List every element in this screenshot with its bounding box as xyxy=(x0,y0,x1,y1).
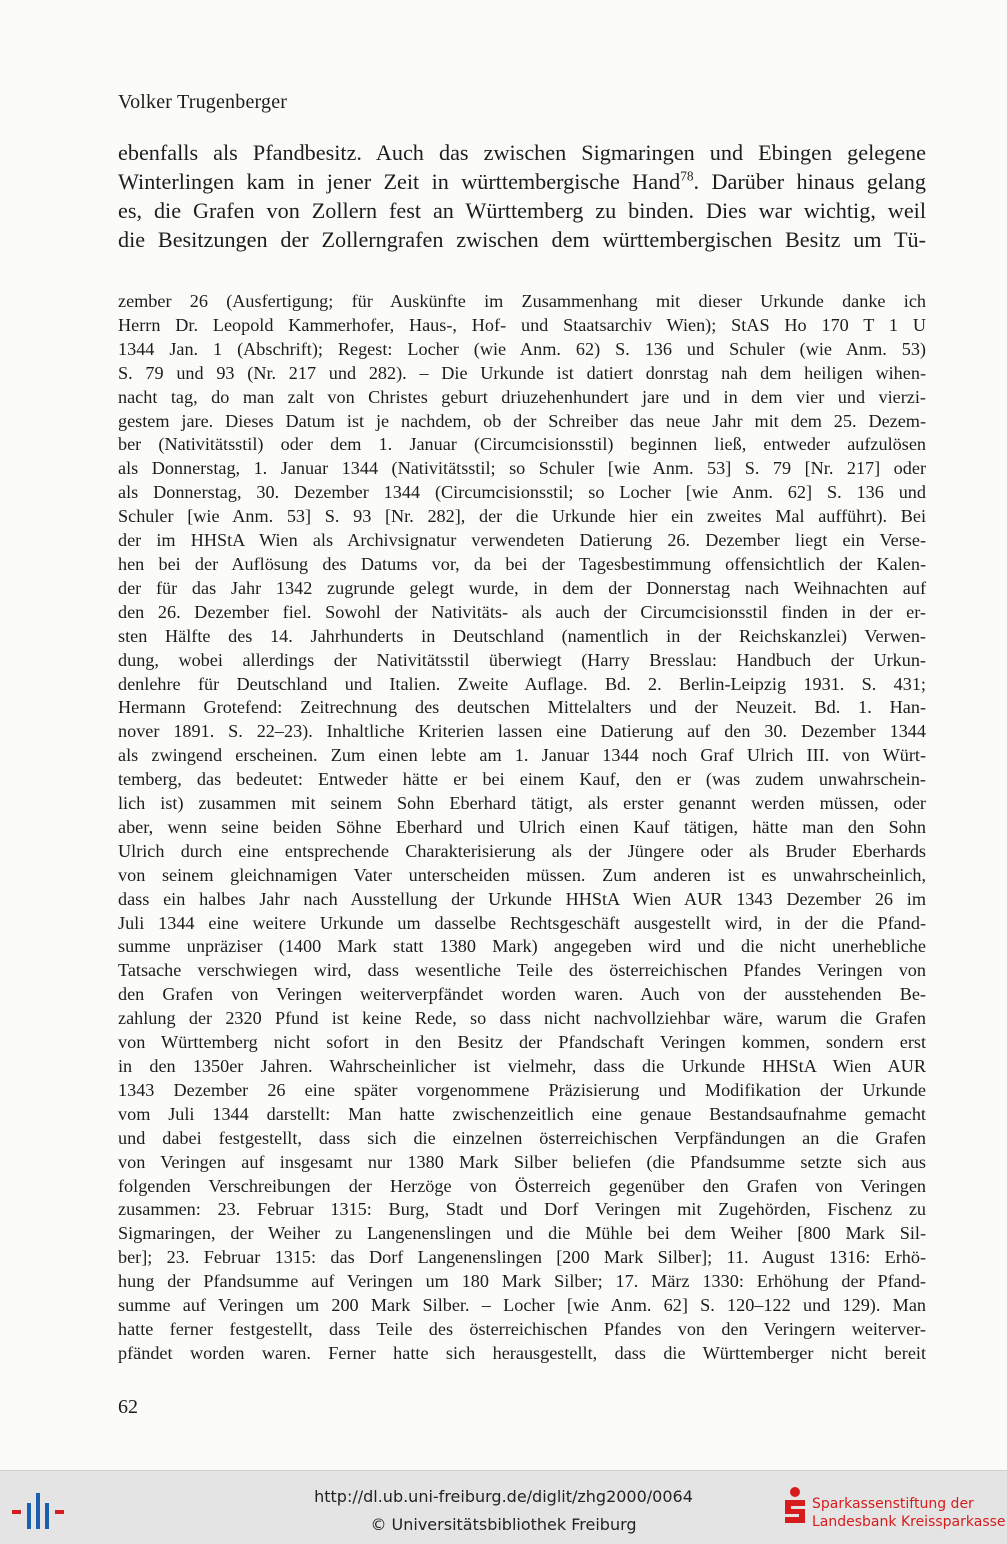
footnote-line: Juli 1344 eine weitere Urkunde um dasselbe Rechtsgeschäft ausgestellt wird, in der die Pfand- xyxy=(118,912,926,933)
footnote-line: von Veringen auf insgesamt nur 1380 Mark Silber beliefen (die Pfandsumme setzte sich aus xyxy=(118,1151,926,1172)
footnote-line: 1344 Jan. 1 (Abschrift); Regest: Locher (wie Anm. 62) S. 136 und Schuler (wie Anm. 53) xyxy=(118,338,926,359)
main-text-line: die Besitzungen der Zollerngrafen zwischen dem württembergischen Besitz um Tü- xyxy=(118,227,926,252)
footnote-line: in den 1350er Jahren. Wahrscheinlicher ist vielmehr, dass die Urkunde HHStA Wien AUR xyxy=(118,1056,926,1076)
sponsor-text xyxy=(812,1495,1006,1531)
sponsor-line: Landesbank Kreissparkasse xyxy=(812,1514,1006,1530)
page-number: 62 xyxy=(118,1396,138,1418)
footnote-line: Sigmaringen, der Weiher zu Langenenslingen und die Mühle bei dem Weiher [800 Mark Sil- xyxy=(118,1223,926,1244)
footnote-line: ber]; 23. Februar 1315: das Dorf Langenenslingen [200 Mark Silber]; 11. August 1316: Erhö- xyxy=(118,1247,926,1268)
main-text xyxy=(118,138,926,254)
footnote-line: Tatsache verschwiegen wird, dass wesentliche Teile des österreichischen Pfandes Veringen von xyxy=(118,960,926,981)
footnote-line: Herrn Dr. Leopold Kammerhofer, Haus-, Hof- und Staatsarchiv Wien); StAS Ho 170 T 1 U xyxy=(118,314,926,335)
sponsor-line: Sparkassenstiftung der xyxy=(812,1496,974,1512)
footnote-line: 1343 Dezember 26 eine später vorgenommene Präzisierung und Modifikation der Urkunde xyxy=(118,1079,926,1100)
footnote-line: Ulrich durch eine entsprechende Charakterisierung als der Jüngere oder als Bruder Eberhards xyxy=(118,840,926,861)
footnote-line: ber (Nativitätsstil) oder dem 1. Januar (Circumcisionsstil) beginnen ließ, entweder aufzulösen xyxy=(118,434,926,455)
footnote-line: denlehre für Deutschland und Italien. Zweite Auflage. Bd. 2. Berlin-Leipzig 1931. S. 431; xyxy=(118,673,926,694)
footnote-line: den Grafen von Veringen weiterverpfändet worden waren. Auch von der ausstehenden Be- xyxy=(118,984,926,1005)
running-head: Volker Trugenberger xyxy=(118,91,288,113)
footnote-line: zahlung der 2320 Pfund ist keine Rede, so dass nicht nachvollziehbar wäre, warum die Grafen xyxy=(118,1008,926,1029)
document-url-link[interactable]: http://dl.ub.uni-freiburg.de/diglit/zhg2000/0064 xyxy=(314,1487,693,1506)
footnote-line: lich ist) zusammen mit seinem Sohn Eberhard tätigt, als erster genannt werden müssen, oder xyxy=(118,793,926,814)
footnote-line: der für das Jahr 1342 zugrunde gelegt wurde, in dem der Donnerstag nach Weihnachten auf xyxy=(118,577,926,598)
sparkasse-logo-icon xyxy=(782,1485,808,1525)
viewer-footer xyxy=(0,1470,1007,1544)
footnote-line: aber, wenn seine beiden Söhne Eberhard und Ulrich einen Kauf tätigen, hätte man den Sohn xyxy=(118,816,926,837)
main-text-line xyxy=(118,167,926,196)
footnote-line: von Württemberg nicht sofort in den Besitz der Pfandschaft Veringen kommen, sondern erst xyxy=(118,1032,926,1053)
footnote-line: zusammen: 23. Februar 1315: Burg, Stadt und Dorf Veringen mit Zugehörden, Fischenz zu xyxy=(118,1199,926,1220)
footnote-line: dass ein halbes Jahr nach Ausstellung der Urkunde HHStA Wien AUR 1343 Dezember 26 im xyxy=(118,888,926,909)
footnote-line: nacht tag, do man zalt von Christes geburt driuzehenhundert jare und in dem vier und vierzi- xyxy=(118,386,926,407)
footnote-line: nover 1891. S. 22–23). Inhaltliche Kriterien lassen eine Datierung auf den 30. Dezember 1344 xyxy=(118,721,926,742)
footnote-line: Schuler [wie Anm. 53] S. 93 [Nr. 282], der die Urkunde hier ein zweites Mal aufführt). Bei xyxy=(118,506,926,527)
footnote-line: folgenden Verschreibungen der Herzöge von Österreich gegenüber den Grafen von Veringen xyxy=(118,1175,926,1196)
main-text-segment: . Darüber hinaus gelang xyxy=(693,169,926,194)
footnote-line: vom Juli 1344 darstellt: Man hatte zwischenzeitlich eine genaue Bestandsaufnahme gemacht xyxy=(118,1103,926,1124)
footnote-line: als zwingend erscheinen. Zum einen lebte am 1. Januar 1344 noch Graf Ulrich III. von Würt- xyxy=(118,745,926,766)
footnote-line: als Donnerstag, 1. Januar 1344 (Nativitätsstil; so Schuler [wie Anm. 53] S. 79 [Nr. 217] oder xyxy=(118,458,926,479)
footnote-line: hung der Pfandsumme auf Veringen um 180 Mark Silber; 17. März 1330: Erhöhung der Pfand- xyxy=(118,1271,926,1292)
footnote-block xyxy=(118,290,926,1366)
footnote-line: summe auf Veringen um 200 Mark Silber. – Locher [wie Anm. 62] S. 120–122 und 129). Man xyxy=(118,1295,926,1316)
copyright-notice: © Universitätsbibliothek Freiburg xyxy=(370,1515,637,1534)
main-text-segment: Winterlingen kam in jener Zeit in württembergische Hand xyxy=(118,169,681,194)
footnote-line: temberg, das bedeutet: Entweder hätte er bei einem Kauf, den er (was zudem unwahrschein- xyxy=(118,769,926,790)
footnote-line: dung, wobei allerdings der Nativitätsstil überwiegt (Harry Bresslau: Handbuch der Urkun- xyxy=(118,649,926,670)
footnote-line: von seinem gleichnamigen Vater unterscheiden müssen. Zum anderen ist es unwahrscheinlich, xyxy=(118,864,926,885)
footnote-line: Hermann Grotefend: Zeitrechnung des deutschen Mittelalters und der Neuzeit. Bd. 1. Han- xyxy=(118,697,926,718)
footnote-line: hen bei der Auflösung des Datums vor, da bei der Tagesbestimmung offensichtlich der Kalen- xyxy=(118,553,926,574)
footnote-line: und dabei festgestellt, dass sich die einzelnen österreichischen Verpfändungen an die Grafen xyxy=(118,1127,926,1148)
main-text-line: ebenfalls als Pfandbesitz. Auch das zwischen Sigmaringen und Ebingen gelegene xyxy=(118,140,926,165)
footnote-line: als Donnerstag, 30. Dezember 1344 (Circumcisionsstil; so Locher [wie Anm. 62] S. 136 und xyxy=(118,482,926,503)
footnote-line: zember 26 (Ausfertigung; für Auskünfte im Zusammenhang mit dieser Urkunde danke ich xyxy=(118,291,926,311)
footnote-line: sten Hälfte des 14. Jahrhunderts in Deutschland (namentlich in der Reichskanzlei) Verwen- xyxy=(118,625,926,646)
main-text-line: es, die Grafen von Zollern fest an Württemberg zu binden. Dies war wichtig, weil xyxy=(118,198,926,223)
footnote-line: summe unpräziser (1400 Mark statt 1380 Mark) angegeben wird und die nicht unerhebliche xyxy=(118,936,926,957)
footnote-line: S. 79 und 93 (Nr. 217 und 282). – Die Urkunde ist datiert donrstag nah dem heiligen wihen- xyxy=(118,362,926,383)
footnote-line: pfändet worden waren. Ferner hatte sich herausgestellt, dass die Württemberger nicht bereit xyxy=(118,1342,926,1363)
footnote-line: gestem jare. Dieses Datum ist je nachdem, ob der Schreiber das neue Jahr mit dem 25. Dezem- xyxy=(118,410,926,431)
sponsor-block[interactable] xyxy=(782,1485,1006,1535)
footnote-line: den 26. Dezember fiel. Sowohl der Nativitäts- als auch der Circumcisionsstil finden in der er- xyxy=(118,601,926,622)
footnote-line: hatte ferner festgestellt, dass Teile des österreichischen Pfandes von den Veringern weiterver- xyxy=(118,1318,926,1339)
footnote-reference[interactable]: 78 xyxy=(680,168,694,184)
footnote-line: der im HHStA Wien als Archivsignatur verwendeten Datierung 26. Dezember liegt ein Verse- xyxy=(118,530,926,551)
